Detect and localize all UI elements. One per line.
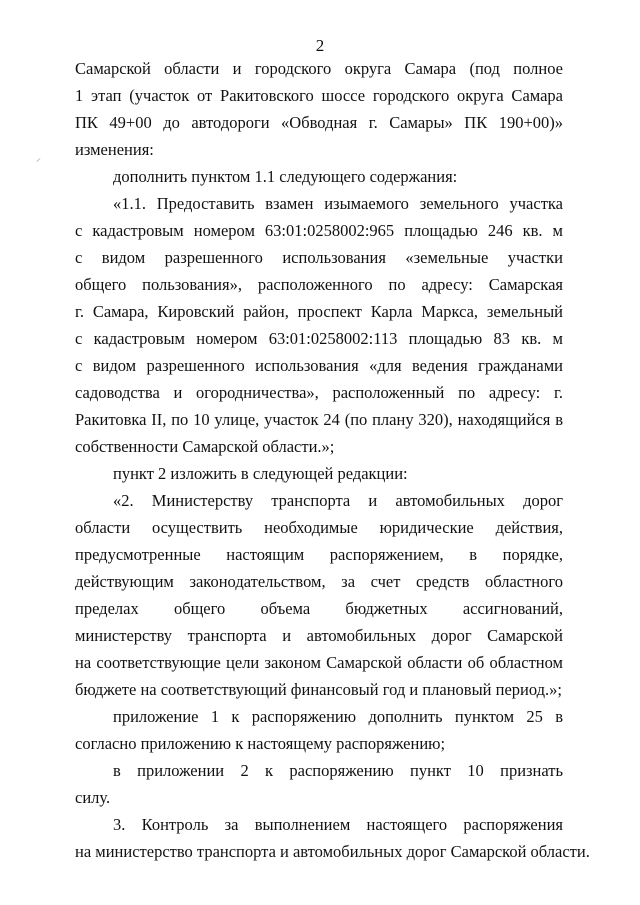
text-line: с видом разрешенного использования «для ведения гражданами (75, 356, 563, 375)
text-line: «2. Министерству транспорта и автомобильных дорог (113, 491, 563, 510)
text-line: изменения: (75, 140, 154, 159)
text-line: министерству транспорта и автомобильных дорог Самарской (75, 626, 563, 645)
text-line: действующим законодательством, за счет средств областного (75, 572, 563, 591)
text-line: 3. Контроль за выполнением настоящего распоряжения (113, 815, 563, 834)
text-line: общего пользования», расположенного по адресу: Самарская (75, 275, 563, 294)
text-line: г. Самара, Кировский район, проспект Карла Маркса, земельный (75, 302, 563, 321)
text-line: на соответствующие цели законом Самарской области об областном (75, 653, 563, 672)
text-line: области осуществить необходимые юридические действия, (75, 518, 563, 537)
text-line: ПК 49+00 до автодороги «Обводная г. Самары» ПК 190+00)» (75, 113, 563, 132)
text-line: «1.1. Предоставить взамен изымаемого земельного участка (113, 194, 563, 213)
text-line: согласно приложению к настоящему распоряжению; (75, 734, 446, 753)
text-line: собственности Самарской области.»; (75, 437, 335, 456)
text-line: в приложении 2 к распоряжению пункт 10 признать (113, 761, 563, 780)
text-line: дополнить пунктом 1.1 следующего содержания: (113, 167, 458, 186)
text-line: Самарской области и городского округа Самара (под полное (75, 59, 563, 78)
text-line: с кадастровым номером 63:01:0258002:965 площадью 246 кв. м (75, 221, 563, 240)
page-number: 2 (315, 36, 325, 55)
text-line: бюджете на соответствующий финансовый год и плановый период.»; (75, 680, 562, 699)
text-line: пункт 2 изложить в следующей редакции: (113, 464, 408, 483)
text-line: пределах общего объема бюджетных ассигнований, (75, 599, 563, 618)
text-line: с видом разрешенного использования «земельные участки (75, 248, 563, 267)
text-line: Ракитовка II, по 10 улице, участок 24 (по плану 320), находящийся в (75, 410, 563, 429)
text-line: садоводства и огородничества», расположенный по адресу: г. (75, 383, 563, 402)
text-line: на министерство транспорта и автомобильных дорог Самарской области. (75, 842, 590, 861)
scan-mark: ⸝ (36, 153, 41, 164)
text-line: предусмотренные настоящим распоряжением, в порядке, (75, 545, 563, 564)
text-line: силу. (75, 788, 111, 807)
text-line: с кадастровым номером 63:01:0258002:113 площадью 83 кв. м (75, 329, 563, 348)
text-line: 1 этап (участок от Ракитовского шоссе городского округа Самара (75, 86, 563, 105)
text-line: приложение 1 к распоряжению дополнить пунктом 25 в (113, 707, 563, 726)
